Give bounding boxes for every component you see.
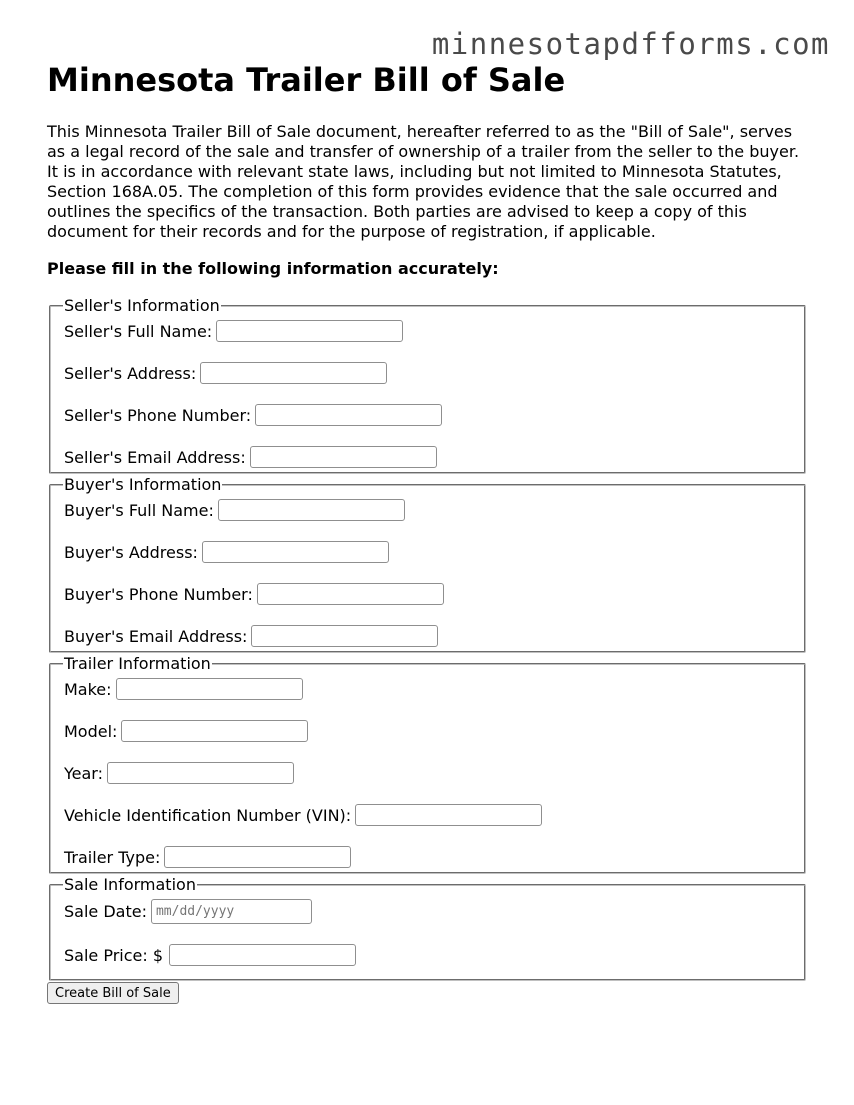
buyer-phone-input[interactable] [257,583,444,605]
vin-label: Vehicle Identification Number (VIN): [64,805,352,825]
buyer-name-label: Buyer's Full Name: [64,500,214,520]
buyer-email-label: Buyer's Email Address: [64,626,248,646]
trailer-type-input[interactable] [164,846,351,868]
sale-date-row [64,899,792,924]
buyer-name-input[interactable] [218,499,405,521]
sale-legend: Sale Information [64,875,196,894]
sale-date-input[interactable] [151,899,312,924]
trailer-type-row [64,846,792,868]
seller-email-input[interactable] [250,446,437,468]
intro-paragraph: This Minnesota Trailer Bill of Sale document, hereafter referred to as the "Bill of Sale", serves as a legal record of the sale and transfer of ownership of a trailer from the seller to the buyer. It is in accordance with relevant state laws, including but not limited to Minnesota Statutes, Section 168A.05. The completion of this form provides evidence that the sale occurred and outlines the specifics of the transaction. Both parties are advised to keep a copy of this document for their records and for the purpose of registration, if applicable. [47,122,800,241]
seller-address-row [64,362,792,384]
buyer-name-row [64,499,792,521]
seller-name-label: Seller's Full Name: [64,321,213,341]
trailer-legend: Trailer Information [64,654,211,673]
buyer-fieldset [49,476,806,653]
create-bill-of-sale-button[interactable]: Create Bill of Sale [47,982,179,1004]
page-title: Minnesota Trailer Bill of Sale [47,61,566,99]
buyer-email-row [64,625,792,647]
year-input[interactable] [107,762,294,784]
buyer-address-input[interactable] [202,541,389,563]
seller-phone-row [64,404,792,426]
trailer-type-label: Trailer Type: [64,847,161,867]
model-row [64,720,792,742]
make-input[interactable] [116,678,303,700]
sale-fieldset [49,876,806,981]
seller-fieldset [49,297,806,474]
trailer-fieldset [49,655,806,874]
watermark: minnesotapdfforms.com [431,27,830,61]
buyer-phone-label: Buyer's Phone Number: [64,584,253,604]
sale-price-label: Sale Price: $ [64,945,164,965]
vin-row [64,804,792,826]
seller-name-row [64,320,792,342]
seller-name-input[interactable] [216,320,403,342]
seller-phone-input[interactable] [255,404,442,426]
buyer-legend: Buyer's Information [64,475,222,494]
seller-email-label: Seller's Email Address: [64,447,246,467]
seller-email-row [64,446,792,468]
sale-date-label: Sale Date: [64,902,147,921]
sale-price-row [64,944,792,966]
year-label: Year: [64,763,103,783]
seller-address-input[interactable] [200,362,387,384]
year-row [64,762,792,784]
seller-legend: Seller's Information [64,296,220,315]
buyer-address-row [64,541,792,563]
bill-of-sale-form-page [47,60,807,1004]
sale-price-input[interactable] [169,944,356,966]
make-label: Make: [64,679,112,699]
model-label: Model: [64,721,118,741]
make-row [64,678,792,700]
seller-address-label: Seller's Address: [64,363,197,383]
model-input[interactable] [121,720,308,742]
buyer-phone-row [64,583,792,605]
buyer-email-input[interactable] [251,625,438,647]
seller-phone-label: Seller's Phone Number: [64,405,252,425]
buyer-address-label: Buyer's Address: [64,542,198,562]
vin-input[interactable] [355,804,542,826]
instruction-text: Please fill in the following information accurately: [47,259,499,278]
